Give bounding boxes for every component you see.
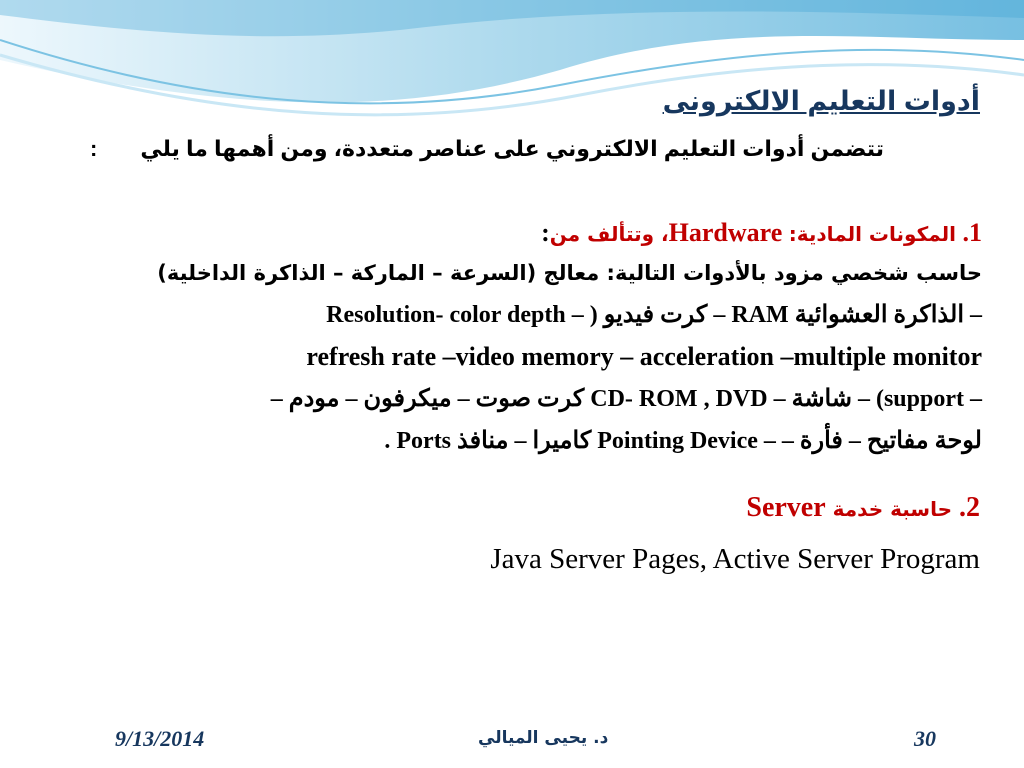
intro-text: تتضمن أدوات التعليم الالكتروني على عناصر متعددة، ومن أهمها ما يلي — [140, 136, 884, 161]
footer-author: د. يحيى الميالي — [478, 728, 609, 748]
item1-colon: : — [541, 218, 550, 247]
footer-date: 9/13/2014 — [115, 726, 205, 751]
intro-colon: : — [90, 136, 98, 161]
hardware-line-1: حاسب شخصي مزود بالأدوات التالية: معالج (السرعة – الماركة – الذاكرة الداخلية) — [157, 261, 982, 285]
header-wave-decoration — [0, 0, 1024, 140]
item1-label-suffix: ، وتتألف من — [549, 222, 669, 246]
item2-label-ar: حاسبة خدمة — [832, 497, 952, 521]
item1-heading — [62, 212, 982, 254]
footer-page-number: 30 — [914, 726, 936, 751]
item2-heading — [746, 492, 980, 524]
hardware-line-3: refresh rate –video memory – acceleration –multiple monitor — [306, 342, 982, 371]
item1-number: 1. — [962, 218, 982, 247]
hardware-line-4: – support) – شاشة – CD- ROM , DVD كرت صوت – ميكرفون – مودم – — [270, 386, 982, 412]
slide-title: أدوات التعليم الالكترونى — [662, 86, 980, 116]
item2-label-en: Server — [746, 492, 826, 523]
item1-label-ar: المكونات المادية: — [788, 222, 956, 246]
hardware-description — [62, 252, 982, 462]
server-examples: Java Server Pages, Active Server Program — [490, 543, 980, 575]
hardware-line-2: – الذاكرة العشوائية RAM – كرت فيديو ( – Resolution- color depth — [326, 302, 982, 328]
item2-number: 2. — [959, 492, 980, 523]
hardware-line-5: لوحة مفاتيح – فأرة – – Pointing Device كاميرا – منافذ Ports . — [384, 428, 982, 454]
item1-label-en: Hardware — [668, 218, 783, 247]
